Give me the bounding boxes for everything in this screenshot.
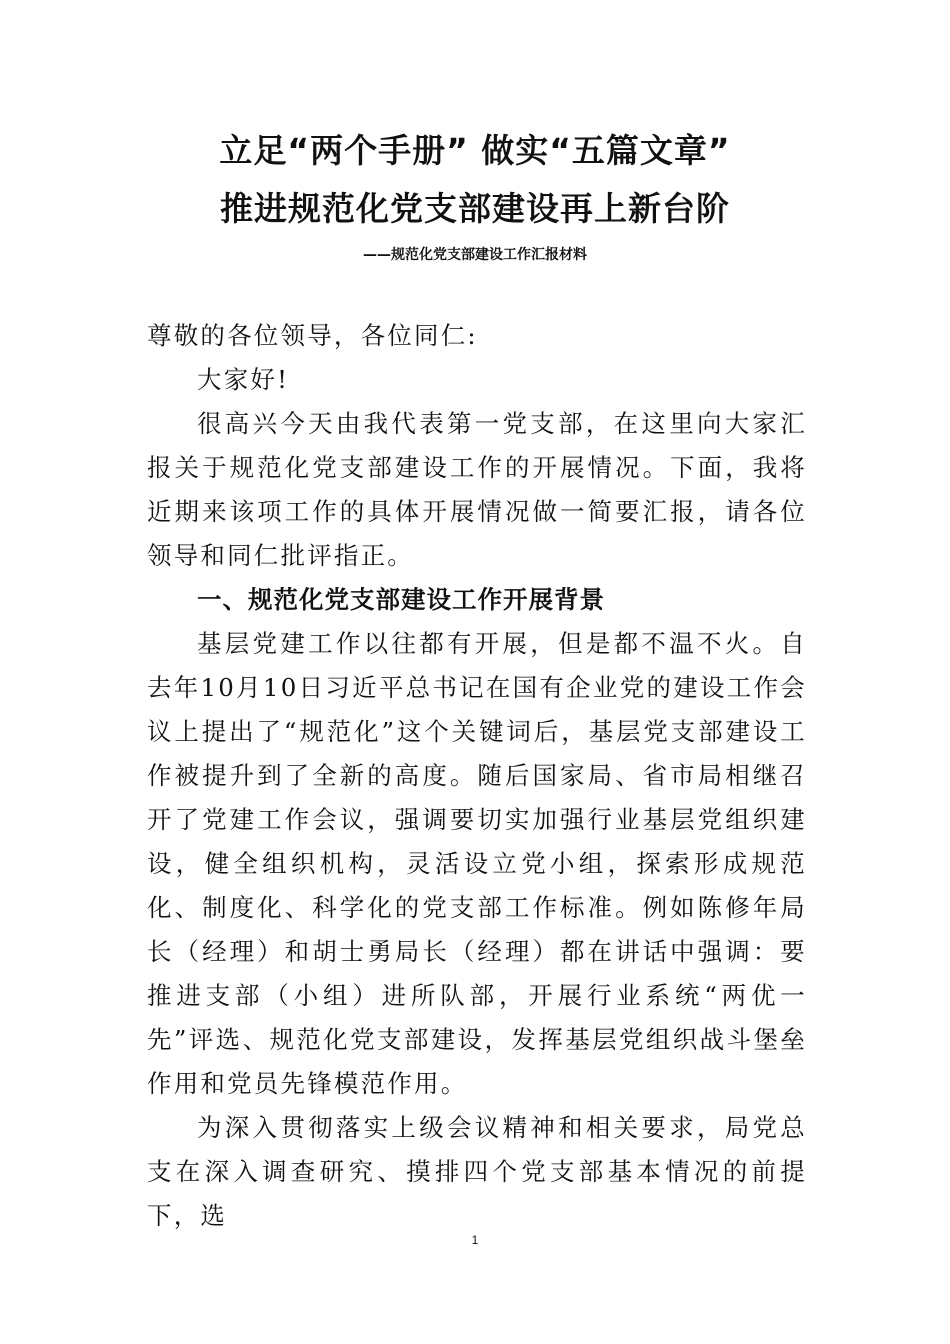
greeting: 大家好! xyxy=(197,365,290,394)
document-body xyxy=(147,314,807,1238)
page-number: 1 xyxy=(471,1233,479,1247)
document-title-line-1: 立足“两个手册” 做实“五篇文章” xyxy=(219,131,731,170)
document-subtitle: ——规范化党支部建设工作汇报材料 xyxy=(363,247,587,263)
intro-paragraph: 很高兴今天由我代表第一党支部，在这里向大家汇报关于规范化党支部建设工作的开展情况。下面，我将近期来该项工作的具体开展情况做一简要汇报，请各位领导和同仁批评指正。 xyxy=(147,409,807,570)
document-title-line-2: 推进规范化党支部建设再上新台阶 xyxy=(220,189,730,228)
implementation-paragraph: 为深入贯彻落实上级会议精神和相关要求，局党总支在深入调查研究、摸排四个党支部基本情况的前提下，选 xyxy=(147,1113,807,1230)
section-heading-1: 一、规范化党支部建设工作开展背景 xyxy=(197,585,605,614)
background-paragraph: 基层党建工作以往都有开展，但是都不温不火。自去年10月10日习近平总书记在国有企业党的建设工作会议上提出了“规范化”这个关键词后，基层党支部建设工作被提升到了全新的高度。随后国家局、省市局相继召开了党建工作会议，强调要切实加强行业基层党组织建设，健全组织机构，灵活设立党小组，探索形成规范化、制度化、科学化的党支部工作标准。例如陈修年局长（经理）和胡士勇局长（经理）都在讲话中强调：要推进支部（小组）进所队部，开展行业系统“两优一先”评选、规范化党支部建设，发挥基层党组织战斗堡垒作用和党员先锋模范作用。 xyxy=(147,629,807,1098)
salutation: 尊敬的各位领导，各位同仁: xyxy=(147,321,478,350)
